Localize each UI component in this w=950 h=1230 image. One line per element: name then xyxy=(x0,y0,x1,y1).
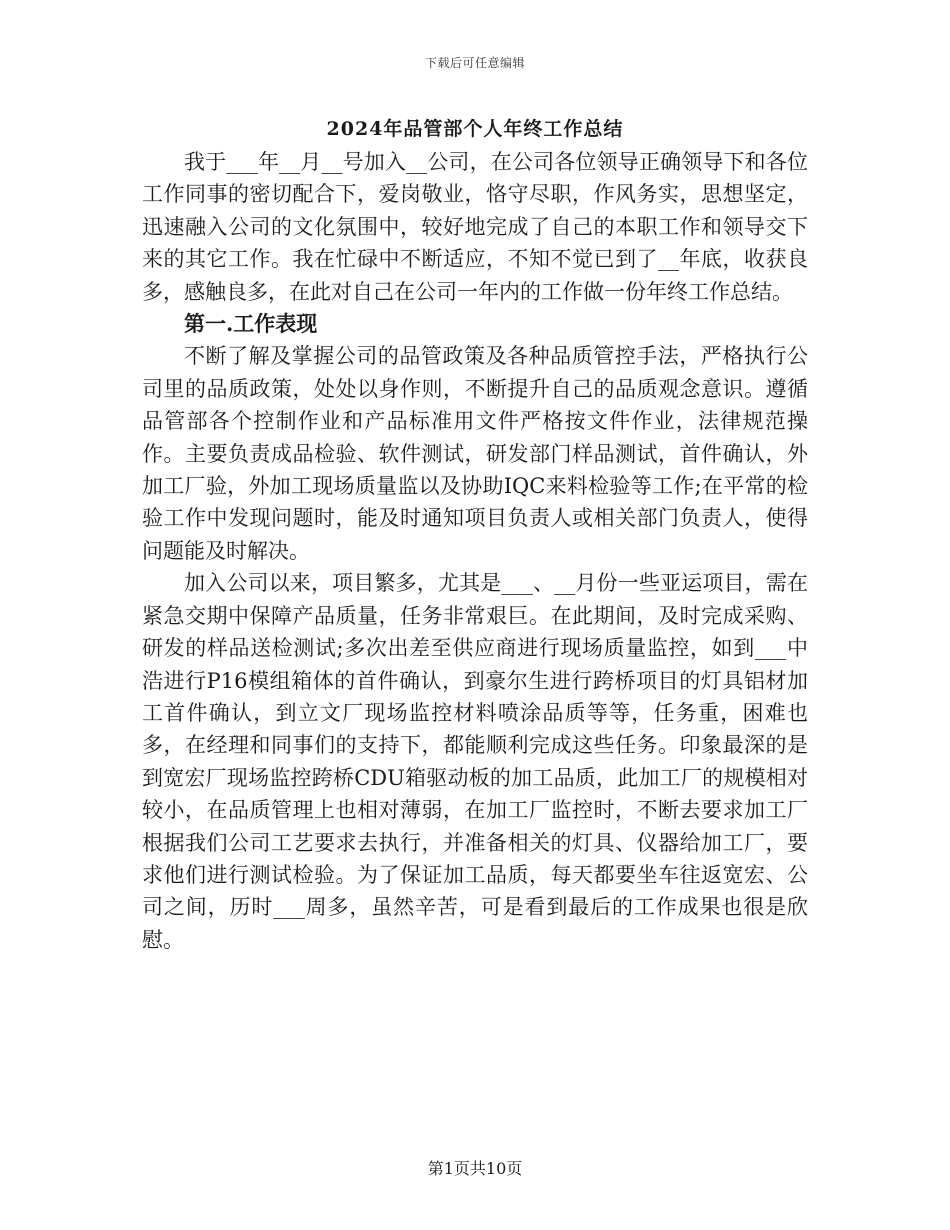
document-title: 2024年品管部个人年终工作总结 xyxy=(326,118,624,140)
intro-paragraph: 我于___年__月__号加入__公司，在公司各位领导正确领导下和各位工作同事的密切配合下，爱岗敬业，恪守尽职，作风务实，思想坚定，迅速融入公司的文化氛围中，较好地完成了自己的本职工作和领导交下来的其它工作。我在忙碌中不断适应，不知不觉已到了__年底，收获良多，感触良多，在此对自己在公司一年内的工作做一份年终工作总结。 xyxy=(142,150,808,304)
work-performance-paragraph: 不断了解及掌握公司的品管政策及各种品质管控手法，严格执行公司里的品质政策，处处以身作则，不断提升自己的品质观念意识。遵循品管部各个控制作业和产品标准用文件严格按文件作业，法律规范操作。主要负责成品检验、软件测试，研发部门样品测试，首件确认，外加工厂验，外加工现场质量监以及协助IQC来料检验等工作;在平常的检验工作中发现问题时，能及时通知项目负责人或相关部门负责人，使得问题能及时解决。 xyxy=(142,344,808,563)
page-header-note: 下载后可任意编辑 xyxy=(424,56,525,70)
page-number: 第1页共10页 xyxy=(427,1159,523,1178)
projects-paragraph: 加入公司以来，项目繁多，尤其是___、__月份一些亚运项目，需在紧急交期中保障产品质量，任务非常艰巨。在此期间，及时完成采购、研发的样品送检测试;多次出差至供应商进行现场质量监控，如到___中浩进行P16模组箱体的首件确认，到豪尔生进行跨桥项目的灯具铝材加工首件确认，到立文厂现场监控材料喷涂品质等等，任务重，困难也多，在经理和同事们的支持下，都能顺利完成这些任务。印象最深的是到宽宏厂现场监控跨桥CDU箱驱动板的加工品质，此加工厂的规模相对较小，在品质管理上也相对薄弱，在加工厂监控时，不断去要求加工厂根据我们公司工艺要求去执行，并准备相关的灯具、仪器给加工厂，要求他们进行测试检验。为了保证加工品质，每天都要坐车往返宽宏、公司之间，历时___周多，虽然辛苦，可是看到最后的工作成果也很是欣慰。 xyxy=(142,571,808,952)
document-body xyxy=(142,146,808,956)
section-heading-work-performance: 第一.工作表现 xyxy=(184,311,318,337)
